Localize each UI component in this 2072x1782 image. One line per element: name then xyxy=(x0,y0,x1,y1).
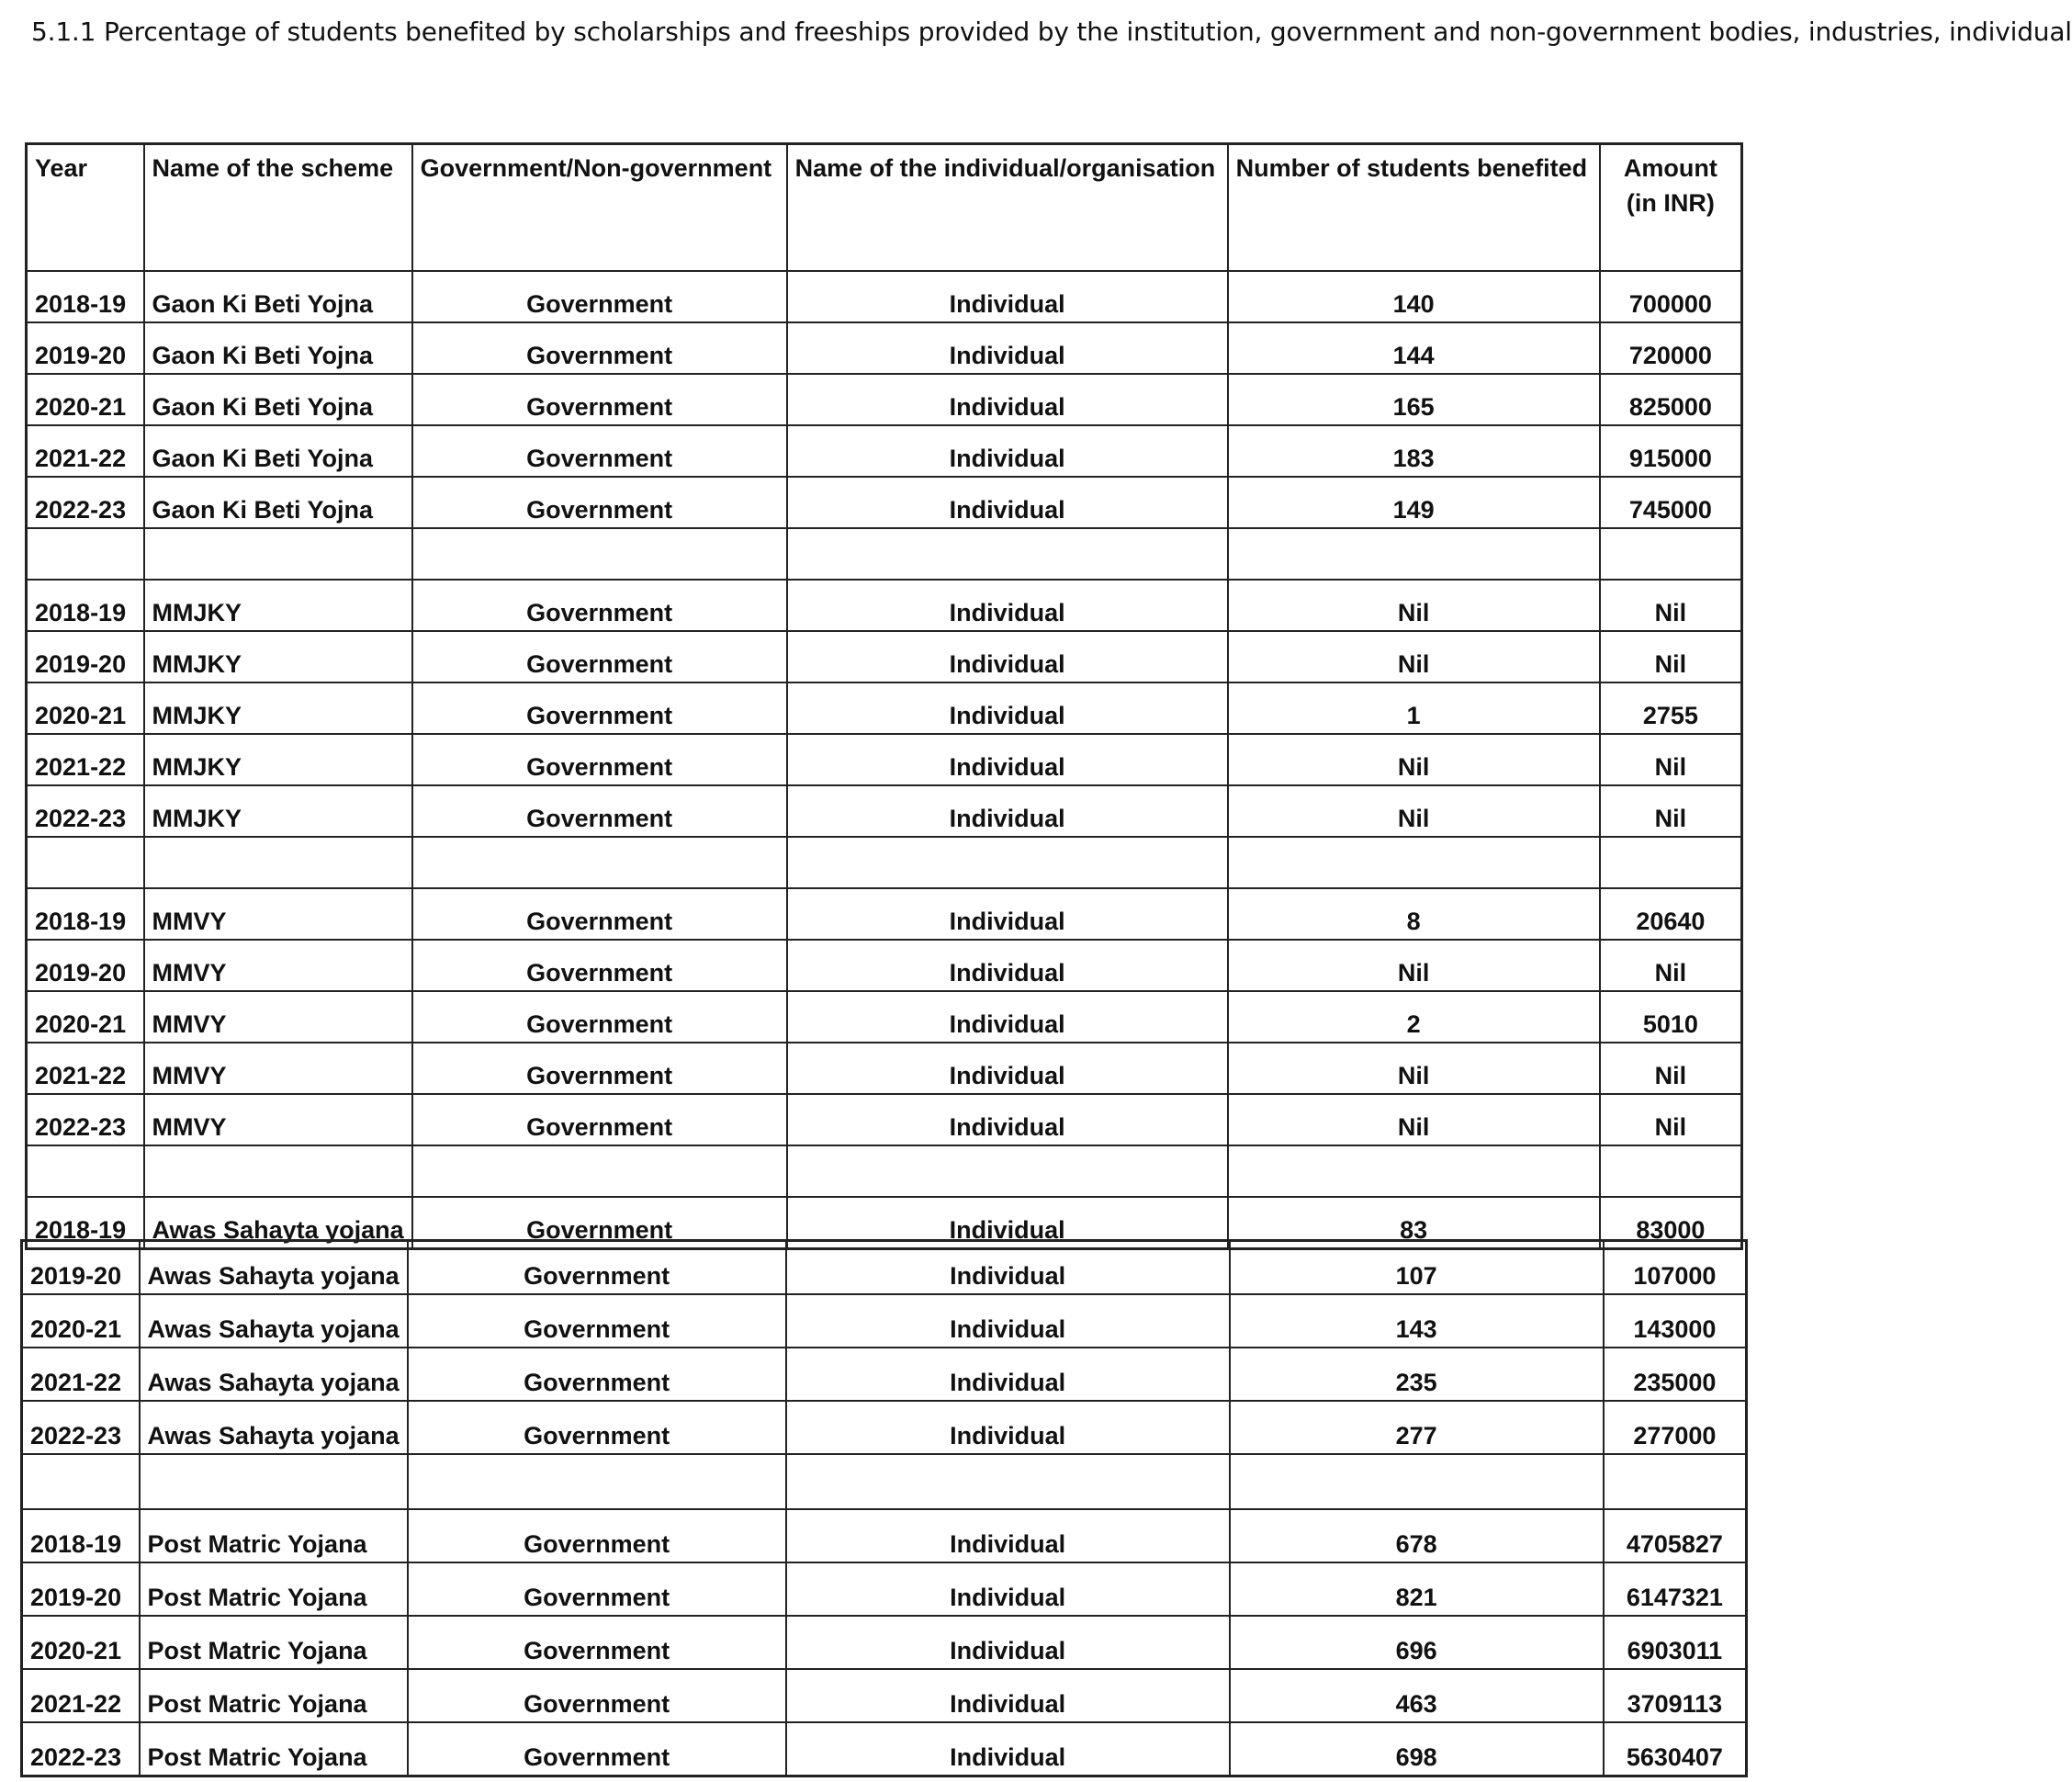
table-row xyxy=(27,682,1742,734)
table-row xyxy=(22,1722,1747,1776)
cell-individual: Individual xyxy=(787,785,1228,837)
cell-year: 2020-21 xyxy=(27,991,144,1043)
cell-year: 2019-20 xyxy=(27,631,144,682)
cell-students: 107 xyxy=(1230,1241,1604,1295)
document-title: 5.1.1 Percentage of students benefited by scholarships and freeships provided by the institution, government and non-government bodies, industries, individual xyxy=(31,17,2072,47)
header-year: Year xyxy=(27,144,144,272)
table-row xyxy=(22,1241,1747,1295)
cell-govt xyxy=(408,1454,786,1509)
table-row xyxy=(27,271,1742,322)
cell-students xyxy=(1230,1454,1604,1509)
cell-individual: Individual xyxy=(787,734,1228,785)
cell-students xyxy=(1228,837,1600,888)
cell-govt: Government xyxy=(412,991,787,1043)
cell-individual: Individual xyxy=(787,322,1228,374)
cell-individual: Individual xyxy=(787,1043,1228,1094)
cell-amount: 6903011 xyxy=(1604,1616,1747,1669)
cell-govt: Government xyxy=(412,374,787,425)
cell-scheme: Post Matric Yojana xyxy=(140,1562,408,1616)
table-row xyxy=(22,1616,1747,1669)
cell-govt: Government xyxy=(408,1562,786,1616)
cell-amount xyxy=(1600,837,1742,888)
header-students: Number of students benefited xyxy=(1228,144,1600,272)
cell-year: 2022-23 xyxy=(22,1401,140,1454)
header-govt: Government/Non-government xyxy=(412,144,787,272)
cell-govt: Government xyxy=(412,322,787,374)
cell-govt: Government xyxy=(412,580,787,631)
cell-year: 2022-23 xyxy=(27,785,144,837)
cell-year: 2022-23 xyxy=(22,1722,140,1776)
cell-amount: 107000 xyxy=(1604,1241,1747,1295)
cell-scheme xyxy=(140,1454,408,1509)
cell-individual: Individual xyxy=(786,1241,1230,1295)
cell-govt: Government xyxy=(408,1294,786,1348)
header-individual: Name of the individual/organisation xyxy=(787,144,1228,272)
cell-individual: Individual xyxy=(787,888,1228,940)
cell-students: 235 xyxy=(1230,1348,1604,1401)
cell-individual: Individual xyxy=(787,580,1228,631)
table-row xyxy=(27,1094,1742,1145)
cell-year: 2020-21 xyxy=(22,1616,140,1669)
cell-govt: Government xyxy=(412,940,787,991)
cell-amount xyxy=(1600,528,1742,580)
table-row xyxy=(27,374,1742,425)
table-row xyxy=(27,734,1742,785)
table-row xyxy=(22,1669,1747,1722)
cell-individual: Individual xyxy=(786,1509,1230,1562)
cell-year: 2019-20 xyxy=(27,940,144,991)
cell-individual: Individual xyxy=(787,631,1228,682)
cell-year: 2019-20 xyxy=(22,1241,140,1295)
cell-scheme: MMVY xyxy=(144,1043,412,1094)
scholarship-table-continued xyxy=(20,1239,1748,1777)
cell-individual xyxy=(787,837,1228,888)
table-row xyxy=(27,631,1742,682)
cell-govt xyxy=(412,837,787,888)
cell-students: 277 xyxy=(1230,1401,1604,1454)
cell-govt: Government xyxy=(412,1043,787,1094)
cell-amount: 3709113 xyxy=(1604,1669,1747,1722)
cell-scheme: MMVY xyxy=(144,991,412,1043)
table-row xyxy=(27,991,1742,1043)
cell-year xyxy=(27,528,144,580)
header-scheme: Name of the scheme xyxy=(144,144,412,272)
cell-individual xyxy=(786,1454,1230,1509)
cell-year: 2021-22 xyxy=(27,425,144,477)
cell-amount: 6147321 xyxy=(1604,1562,1747,1616)
cell-amount: 235000 xyxy=(1604,1348,1747,1401)
cell-individual: Individual xyxy=(787,271,1228,322)
cell-scheme: Gaon Ki Beti Yojna xyxy=(144,425,412,477)
cell-govt: Government xyxy=(412,785,787,837)
cell-year xyxy=(22,1454,140,1509)
cell-scheme: MMJKY xyxy=(144,734,412,785)
cell-students: Nil xyxy=(1228,940,1600,991)
cell-year: 2021-22 xyxy=(27,1043,144,1094)
cell-students: 1 xyxy=(1228,682,1600,734)
cell-amount: Nil xyxy=(1600,1043,1742,1094)
cell-govt: Government xyxy=(412,734,787,785)
cell-amount: 825000 xyxy=(1600,374,1742,425)
cell-students: Nil xyxy=(1228,785,1600,837)
cell-students xyxy=(1228,528,1600,580)
cell-students: 165 xyxy=(1228,374,1600,425)
cell-students: Nil xyxy=(1228,1043,1600,1094)
cell-amount: 83000 xyxy=(1600,1197,1742,1249)
cell-scheme: Gaon Ki Beti Yojna xyxy=(144,477,412,528)
cell-year: 2020-21 xyxy=(22,1294,140,1348)
cell-individual: Individual xyxy=(786,1669,1230,1722)
cell-amount: Nil xyxy=(1600,1094,1742,1145)
table-row xyxy=(27,425,1742,477)
cell-students: Nil xyxy=(1228,631,1600,682)
cell-scheme: Awas Sahayta yojana xyxy=(140,1348,408,1401)
cell-govt: Government xyxy=(408,1348,786,1401)
cell-scheme xyxy=(144,1145,412,1197)
cell-individual: Individual xyxy=(787,1197,1228,1249)
table-row xyxy=(27,322,1742,374)
cell-year: 2019-20 xyxy=(22,1562,140,1616)
cell-year: 2020-21 xyxy=(27,374,144,425)
cell-amount: 745000 xyxy=(1600,477,1742,528)
table-row xyxy=(27,888,1742,940)
cell-scheme: Awas Sahayta yojana xyxy=(140,1401,408,1454)
cell-individual: Individual xyxy=(786,1562,1230,1616)
table-row xyxy=(22,1454,1747,1509)
cell-year: 2019-20 xyxy=(27,322,144,374)
cell-govt: Government xyxy=(412,425,787,477)
cell-govt: Government xyxy=(408,1722,786,1776)
cell-students: 149 xyxy=(1228,477,1600,528)
cell-students: 2 xyxy=(1228,991,1600,1043)
cell-individual xyxy=(787,1145,1228,1197)
cell-individual: Individual xyxy=(787,1094,1228,1145)
cell-year xyxy=(27,1145,144,1197)
cell-govt: Government xyxy=(412,682,787,734)
cell-individual: Individual xyxy=(787,682,1228,734)
cell-year: 2020-21 xyxy=(27,682,144,734)
cell-govt: Government xyxy=(408,1616,786,1669)
cell-year: 2021-22 xyxy=(22,1348,140,1401)
cell-amount: Nil xyxy=(1600,940,1742,991)
table-row xyxy=(27,837,1742,888)
table-row xyxy=(27,785,1742,837)
cell-scheme: Awas Sahayta yojana xyxy=(140,1294,408,1348)
cell-amount: Nil xyxy=(1600,734,1742,785)
cell-individual: Individual xyxy=(786,1294,1230,1348)
cell-year: 2018-19 xyxy=(27,1197,144,1249)
cell-year: 2018-19 xyxy=(27,888,144,940)
cell-govt: Government xyxy=(412,477,787,528)
table-header-row xyxy=(27,144,1742,272)
cell-govt: Government xyxy=(412,1197,787,1249)
cell-students: Nil xyxy=(1228,734,1600,785)
cell-amount: 4705827 xyxy=(1604,1509,1747,1562)
cell-scheme: Gaon Ki Beti Yojna xyxy=(144,271,412,322)
cell-scheme: MMJKY xyxy=(144,682,412,734)
cell-govt xyxy=(412,1145,787,1197)
cell-scheme: Gaon Ki Beti Yojna xyxy=(144,374,412,425)
cell-scheme: MMJKY xyxy=(144,580,412,631)
cell-year: 2021-22 xyxy=(27,734,144,785)
cell-individual: Individual xyxy=(786,1401,1230,1454)
cell-students: 8 xyxy=(1228,888,1600,940)
cell-scheme: Awas Sahayta yojana xyxy=(144,1197,412,1249)
cell-students: 678 xyxy=(1230,1509,1604,1562)
cell-individual: Individual xyxy=(787,477,1228,528)
cell-year: 2022-23 xyxy=(27,477,144,528)
cell-amount: 915000 xyxy=(1600,425,1742,477)
cell-individual: Individual xyxy=(787,991,1228,1043)
cell-individual: Individual xyxy=(787,374,1228,425)
cell-amount: 277000 xyxy=(1604,1401,1747,1454)
table-row xyxy=(27,1043,1742,1094)
cell-students: 140 xyxy=(1228,271,1600,322)
cell-amount: Nil xyxy=(1600,785,1742,837)
table-body-continued xyxy=(22,1241,1747,1776)
cell-scheme: MMVY xyxy=(144,940,412,991)
table-row xyxy=(22,1562,1747,1616)
cell-govt: Government xyxy=(412,631,787,682)
cell-amount: 20640 xyxy=(1600,888,1742,940)
cell-scheme: Post Matric Yojana xyxy=(140,1669,408,1722)
cell-govt: Government xyxy=(408,1509,786,1562)
cell-amount xyxy=(1600,1145,1742,1197)
cell-scheme: MMJKY xyxy=(144,631,412,682)
header-amount: Amount (in INR) xyxy=(1600,144,1742,272)
cell-year: 2021-22 xyxy=(22,1669,140,1722)
cell-students: 83 xyxy=(1228,1197,1600,1249)
cell-amount: Nil xyxy=(1600,580,1742,631)
cell-scheme: Post Matric Yojana xyxy=(140,1616,408,1669)
table-row xyxy=(22,1348,1747,1401)
cell-scheme: Post Matric Yojana xyxy=(140,1722,408,1776)
cell-year: 2018-19 xyxy=(27,580,144,631)
table-row xyxy=(27,528,1742,580)
cell-scheme: Awas Sahayta yojana xyxy=(140,1241,408,1295)
cell-govt: Government xyxy=(412,271,787,322)
cell-individual xyxy=(787,528,1228,580)
cell-year xyxy=(27,837,144,888)
cell-students xyxy=(1228,1145,1600,1197)
cell-students: Nil xyxy=(1228,580,1600,631)
cell-individual: Individual xyxy=(786,1348,1230,1401)
cell-govt: Government xyxy=(408,1241,786,1295)
cell-scheme: Gaon Ki Beti Yojna xyxy=(144,322,412,374)
cell-students: 696 xyxy=(1230,1616,1604,1669)
cell-students: 463 xyxy=(1230,1669,1604,1722)
cell-amount: 700000 xyxy=(1600,271,1742,322)
table-body xyxy=(27,271,1742,1249)
cell-amount: 2755 xyxy=(1600,682,1742,734)
cell-students: 698 xyxy=(1230,1722,1604,1776)
cell-scheme: Post Matric Yojana xyxy=(140,1509,408,1562)
cell-year: 2018-19 xyxy=(27,271,144,322)
cell-students: 144 xyxy=(1228,322,1600,374)
cell-scheme xyxy=(144,528,412,580)
cell-individual: Individual xyxy=(786,1722,1230,1776)
cell-amount: 720000 xyxy=(1600,322,1742,374)
cell-scheme xyxy=(144,837,412,888)
cell-amount: 143000 xyxy=(1604,1294,1747,1348)
table-row xyxy=(22,1401,1747,1454)
cell-students: Nil xyxy=(1228,1094,1600,1145)
table-row xyxy=(27,1145,1742,1197)
cell-amount xyxy=(1604,1454,1747,1509)
cell-year: 2022-23 xyxy=(27,1094,144,1145)
cell-students: 821 xyxy=(1230,1562,1604,1616)
cell-amount: 5630407 xyxy=(1604,1722,1747,1776)
cell-govt xyxy=(412,528,787,580)
cell-amount: Nil xyxy=(1600,631,1742,682)
cell-students: 143 xyxy=(1230,1294,1604,1348)
cell-scheme: MMJKY xyxy=(144,785,412,837)
cell-individual: Individual xyxy=(786,1616,1230,1669)
scholarship-table xyxy=(25,142,1743,1250)
cell-scheme: MMVY xyxy=(144,888,412,940)
table-row xyxy=(22,1294,1747,1348)
table-row xyxy=(27,940,1742,991)
cell-students: 183 xyxy=(1228,425,1600,477)
cell-individual: Individual xyxy=(787,940,1228,991)
table-row xyxy=(27,477,1742,528)
cell-govt: Government xyxy=(412,1094,787,1145)
cell-govt: Government xyxy=(412,888,787,940)
cell-year: 2018-19 xyxy=(22,1509,140,1562)
table-row xyxy=(27,580,1742,631)
cell-amount: 5010 xyxy=(1600,991,1742,1043)
cell-individual: Individual xyxy=(787,425,1228,477)
cell-govt: Government xyxy=(408,1401,786,1454)
cell-scheme: MMVY xyxy=(144,1094,412,1145)
cell-govt: Government xyxy=(408,1669,786,1722)
table-row xyxy=(22,1509,1747,1562)
